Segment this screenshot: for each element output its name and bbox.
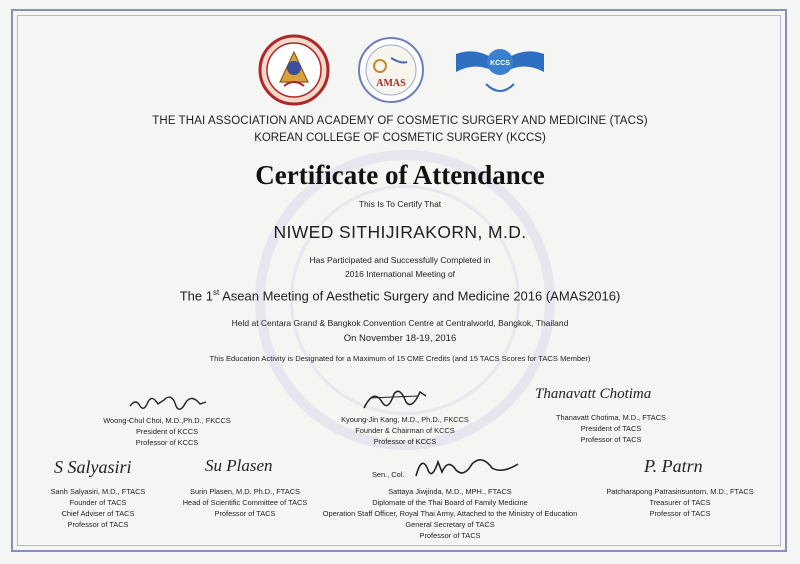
signature-jiwjinda <box>412 450 522 482</box>
signatory-jiwjinda-prefix: Sen., Col. <box>372 470 405 479</box>
participated-line: Has Participated and Successfully Completed in <box>309 255 491 265</box>
signatory-choi-role-2: Professor of KCCS <box>135 438 199 447</box>
tacs-seal-logo <box>258 34 330 111</box>
signatory-chotima-name: Thanavatt Chotima, M.D., FTACS <box>556 413 666 422</box>
signatory-patrasinsuntorn-name: Patcharapong Patrasinsuntorn, M.D., FTACS <box>606 487 754 496</box>
signatory-salyasiri-role-2: Chief Adviser of TACS <box>61 509 135 518</box>
signatory-patrasinsuntorn-role-2: Professor of TACS <box>649 509 711 518</box>
signatory-plasen-role-1: Head of Scientific Committee of TACS <box>182 498 308 507</box>
meeting-line: 2016 International Meeting of <box>344 269 456 279</box>
signature-patrasinsuntorn: P. Patrn <box>644 456 703 476</box>
signatory-salyasiri-role-3: Professor of TACS <box>67 520 129 529</box>
signatory-plasen <box>170 486 320 519</box>
signatory-chotima <box>536 412 686 445</box>
signature-choi <box>128 388 208 416</box>
event-name <box>0 288 800 303</box>
recipient-name: NIWED SITHIJIRAKORN, M.D. <box>273 222 527 242</box>
signatory-kang-role-1: Founder & Chairman of KCCS <box>355 426 455 435</box>
signatory-chotima-role-1: President of TACS <box>580 424 642 433</box>
kccs-logo <box>450 40 550 109</box>
signatory-jiwjinda-role-4: Professor of TACS <box>419 531 481 540</box>
signatory-choi-name: Woong-Chul Choi, M.D.,Ph.D., FKCCS <box>103 416 231 425</box>
org-line-2: KOREAN COLLEGE OF COSMETIC SURGERY (KCCS) <box>254 132 546 144</box>
signatory-patrasinsuntorn-role-1: Treasurer of TACS <box>649 498 711 507</box>
event-prefix: The 1 <box>179 288 213 304</box>
kccs-logo-text: KCCS <box>490 60 510 67</box>
signatory-jiwjinda <box>320 486 580 541</box>
amas-logo-text: AMAS <box>376 78 406 89</box>
signatory-kang <box>330 414 480 447</box>
credits-line: This Education Activity is Designated for a Maximum of 15 CME Credits (and 15 TACS Scores for TACS Member) <box>209 354 591 363</box>
signature-plasen: Su Plasen <box>205 456 273 475</box>
certificate-title: Certificate of Attendance <box>255 160 545 190</box>
org-line-1: THE THAI ASSOCIATION AND ACADEMY OF COSMETIC SURGERY AND MEDICINE (TACS) <box>152 115 648 127</box>
signature-chotima: Thanavatt Chotima <box>535 386 652 402</box>
signatory-jiwjinda-name: Sattaya Jiwjinda, M.D., MPH., FTACS <box>388 487 512 496</box>
signatory-plasen-name: Surin Plasen, M.D. Ph.D., FTACS <box>190 487 300 496</box>
signatory-choi <box>92 415 242 448</box>
signatory-jiwjinda-role-1: Diplomate of the Thai Board of Family Medicine <box>372 498 528 507</box>
signature-kang <box>360 384 430 414</box>
signature-salyasiri: S Salyasiri <box>54 457 132 477</box>
signatory-kang-name: Kyoung-Jin Kang, M.D., Ph.D., FKCCS <box>341 415 469 424</box>
signatory-salyasiri <box>28 486 168 530</box>
signatory-patrasinsuntorn <box>598 486 762 519</box>
signatory-chotima-role-2: Professor of TACS <box>580 435 642 444</box>
event-rest: Asean Meeting of Aesthetic Surgery and Medicine 2016 (AMAS2016) <box>219 288 621 304</box>
signatory-jiwjinda-role-3: General Secretary of TACS <box>405 520 495 529</box>
signatory-plasen-role-2: Professor of TACS <box>214 509 276 518</box>
amas-seal-logo <box>357 36 425 109</box>
date-line: On November 18-19, 2016 <box>343 333 457 344</box>
event-sup: st <box>212 288 220 297</box>
certify-line: This Is To Certify That <box>358 199 442 209</box>
signatory-choi-role-1: President of KCCS <box>135 427 199 436</box>
signatory-salyasiri-name: Sanh Salyasiri, M.D., FTACS <box>50 487 146 496</box>
signatory-kang-role-2: Professor of KCCS <box>373 437 437 446</box>
venue-line: Held at Centara Grand & Bangkok Convention Centre at Centralworld, Bangkok, Thailand <box>231 318 569 328</box>
signatory-jiwjinda-role-2: Operation Staff Officer, Royal Thai Army, Attached to the Ministry of Education <box>322 509 578 518</box>
signatory-salyasiri-role-1: Founder of TACS <box>69 498 127 507</box>
